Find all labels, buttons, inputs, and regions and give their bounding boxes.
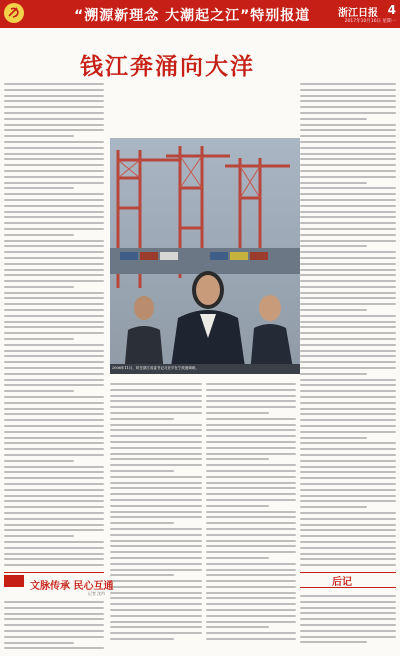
afterword-body: [300, 592, 396, 652]
page-number: 4: [387, 3, 396, 17]
article-photo: [110, 138, 300, 374]
article-body-column-2: [110, 380, 202, 650]
section-author: 记者 沈吟: [88, 591, 106, 596]
party-emblem-icon: [4, 3, 24, 23]
section-body: [4, 598, 104, 652]
article-body-column-3: [206, 380, 296, 650]
section-title: 文脉传承 民心互通: [30, 581, 114, 592]
issue-date: 2017年10月16日 星期一: [344, 19, 396, 24]
afterword-title: 后记: [332, 577, 352, 588]
photo-caption: 2006年11月，时任浙江省委书记习近平在宁波港调研。: [112, 366, 199, 370]
newspaper-name: 浙江日报: [338, 8, 378, 19]
page-header: [0, 0, 400, 28]
section-divider: [4, 572, 104, 573]
article-body-column-4: [300, 80, 396, 568]
article-body-column-1: [4, 80, 104, 568]
section-marker: [4, 575, 24, 587]
special-report-banner: “溯源新理念 大潮起之江”特别报道: [74, 8, 311, 24]
article-headline: 钱江奔涌向大洋: [80, 54, 255, 80]
